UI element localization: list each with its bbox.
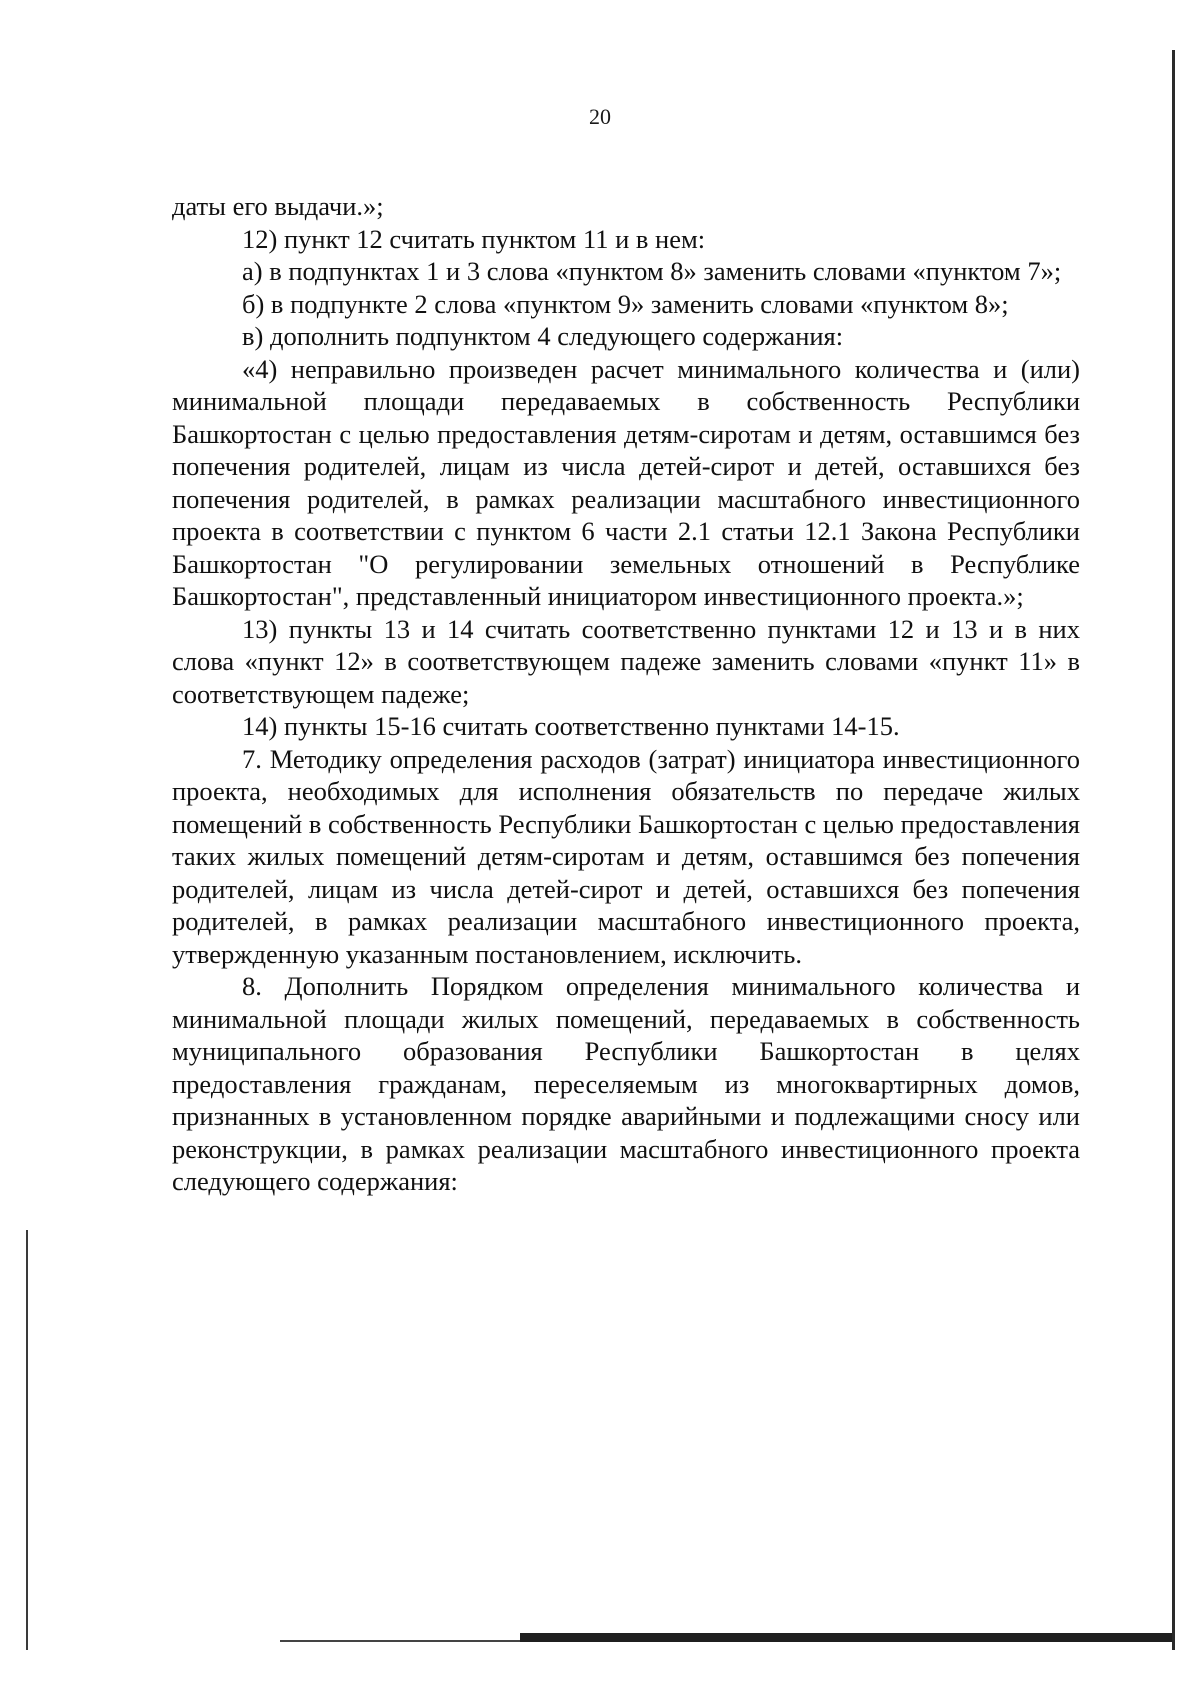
page-number: 20 xyxy=(589,104,611,129)
paragraph-section-8: 8. Дополнить Порядком определения минимального количества и минимальной площади жилых помещений, передаваемых в собственность муниципального образования Республики Башкортостан в целях предоставления гражданам, переселяемым из многоквартирных домов, признанных в установленном порядке аварийными и подлежащими сносу или реконструкции, в рамках реализации масштабного инвестиционного проекта следующего содержания: xyxy=(172,971,1080,1196)
paragraph-continuation: даты его выдачи.»; xyxy=(172,191,384,221)
scan-edge-bottom-bar xyxy=(520,1633,1172,1642)
paragraph-item-13: 13) пункты 13 и 14 считать соответственно пунктами 12 и 13 и в них слова «пункт 12» в соответствующем падеже заменить словами «пункт 11» в соответствующем падеже; xyxy=(172,613,1080,709)
paragraph-subitem-v: в) дополнить подпунктом 4 следующего содержания: xyxy=(242,321,844,351)
paragraph-quoted-subitem-4: «4) неправильно произведен расчет минимального количества и (или) минимальной площади передаваемых в собственность Республики Башкортостан с целью предоставления детям-сиротам и детям, оставшимся без попечения родителей, лицам из числа детей-сирот и детей, оставшихся без попечения родителей, в рамках реализации масштабного инвестиционного проекта в соответствии с пунктом 6 части 2.1 статьи 12.1 Закона Республики Башкортостан "О регулировании земельных отношений в Республике Башкортостан", представленный инициатором инвестиционного проекта.»; xyxy=(172,353,1080,611)
paragraph-item-14: 14) пункты 15-16 считать соответственно пунктами 14-15. xyxy=(242,711,900,741)
document-body xyxy=(172,190,1080,1198)
scan-edge-left xyxy=(26,1230,28,1650)
paragraph-section-7: 7. Методику определения расходов (затрат) инициатора инвестиционного проекта, необходимых для исполнения обязательств по передаче жилых помещений в собственность Республики Башкортостан с целью предоставления таких жилых помещений детям-сиротам и детям, оставшимся без попечения родителей, лицам из числа детей-сирот и детей, оставшихся без попечения родителей, в рамках реализации масштабного инвестиционного проекта, утвержденную указанным постановлением, исключить. xyxy=(172,743,1080,969)
scan-edge-right xyxy=(1172,50,1175,1650)
paragraph-subitem-a: а) в подпунктах 1 и 3 слова «пунктом 8» заменить словами «пунктом 7»; xyxy=(242,256,1062,286)
paragraph-item-12: 12) пункт 12 считать пунктом 11 и в нем: xyxy=(242,223,706,254)
paragraph-subitem-b: б) в подпункте 2 слова «пунктом 9» заменить словами «пунктом 8»; xyxy=(242,288,1009,319)
